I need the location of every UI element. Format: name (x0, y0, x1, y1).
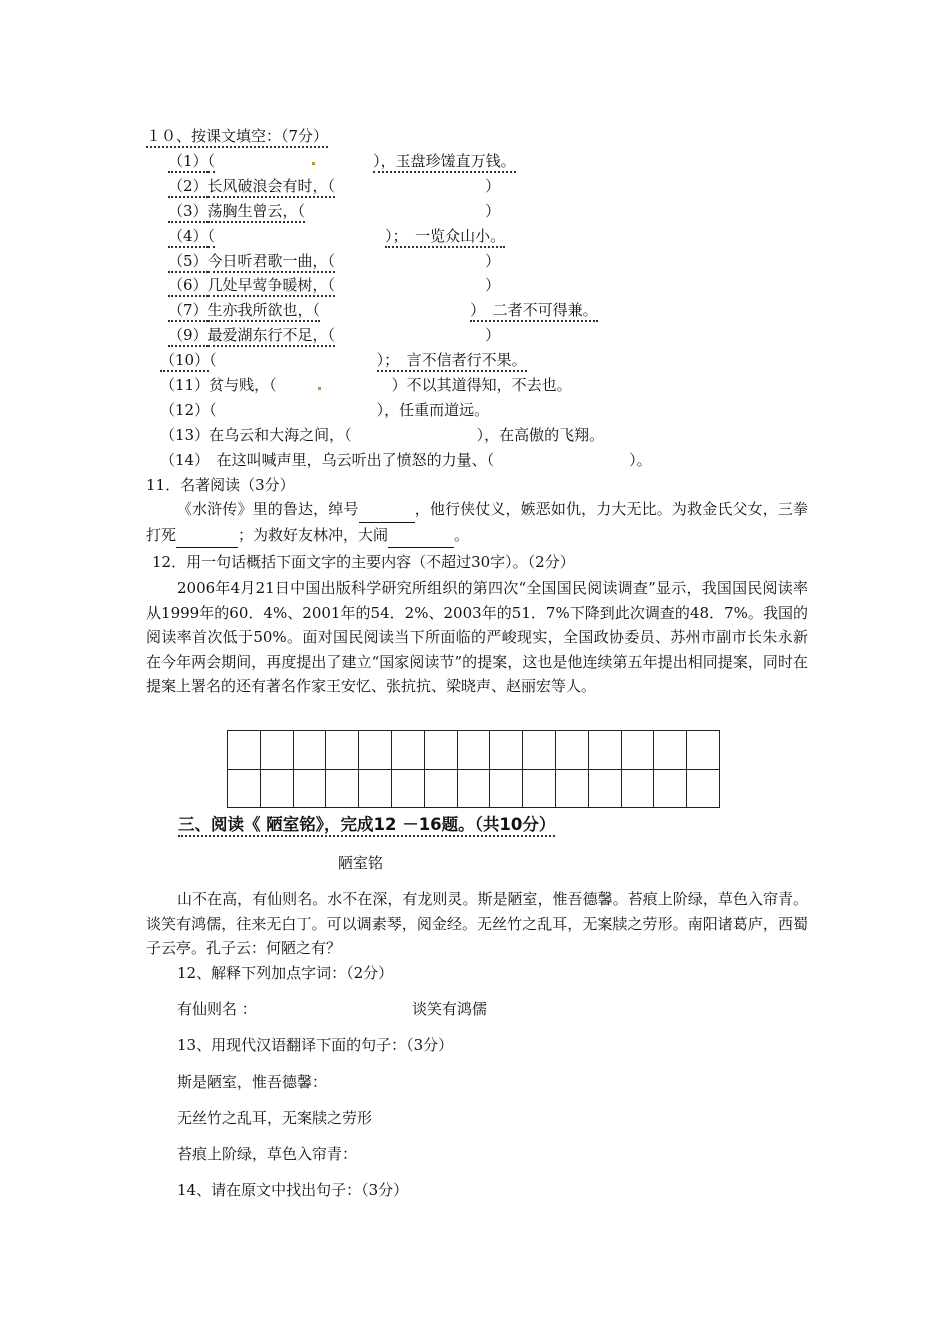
stray-mark (318, 387, 321, 390)
poem-title: 陋室铭 (338, 854, 384, 872)
blank-nickname[interactable] (359, 497, 415, 523)
q10-item-5: （5）今日听君歌一曲，（ ） (168, 251, 500, 271)
s3-q12: 12、解释下列加点字词：（2分） (177, 964, 394, 982)
s3-q13c: 苔痕上阶绿，草色入帘青： (177, 1145, 358, 1163)
answer-grid[interactable] (227, 730, 720, 808)
s3-q14: 14、请在原文中找出句子：（3分） (177, 1181, 409, 1199)
q10-item-6: （6）几处早莺争暖树，（ ） (168, 275, 500, 295)
q10-item-9: （9）最爱湖东行不足，（ ） (168, 325, 500, 345)
q12-passage: 2006年4月21日中国出版科学研究所组织的第四次“全国国民阅读调查”显示，我国国民阅读率从1999年的60．4%、2001年的54．2%、2003年的51．7%下降到此次调查的48．7%。我国的阅读率首次低于50%。面对国民阅读当下所面临的严峻现实，全国政协委员、苏州市副市长朱永新在今年两会期间，再度提出了建立“国家阅读节”的提案，这也是他连续第五年提出相同提案，同时在提案上署名的还有著名作家王安忆、张抗抗、梁晓声、赵丽宏等人。 (146, 579, 808, 695)
q10-item-12: （12）（ ），任重而道远。 (160, 401, 490, 419)
section3-heading: 三、阅读《 陋室铭》，完成12 －16题。（共10分） (178, 811, 555, 835)
s3-q12b: 谈笑有鸿儒 (412, 1000, 488, 1018)
q10-item-13: （13）在乌云和大海之间，（ ），在高傲的飞翔。 (160, 426, 605, 444)
s3-q13a: 斯是陋室，惟吾德馨： (177, 1073, 328, 1091)
q10-item-3: （3）荡胸生曾云，（ ） (168, 201, 500, 221)
s3-q13b: 无丝竹之乱耳，无案牍之劳形 (177, 1109, 373, 1127)
q11-text: 《水浒传》里的鲁达，绰号 ，他行侠仗义，嫉恶如仇，力大无比。为救金氏父女，三拳打死 ；为救好友林冲，大闹 。 (146, 497, 808, 548)
blank-raid[interactable] (388, 523, 454, 549)
blank-killed[interactable] (176, 523, 238, 549)
q10-title: １０、按课文填空：（7分） (146, 126, 328, 146)
stray-mark (312, 162, 315, 165)
s3-q12a: 有仙则名 ： (177, 1000, 257, 1018)
poem-text: 山不在高，有仙则名。水不在深，有龙则灵。斯是陋室，惟吾德馨。苔痕上阶绿，草色入帘青。谈笑有鸿儒，往来无白丁。可以调素琴，阅金经。无丝竹之乱耳，无案牍之劳形。南阳诸葛庐，西蜀子云亭。孔子云：何陋之有？ (146, 890, 808, 957)
q11-title: 11．名著阅读（3分） (146, 476, 295, 494)
q10-item-1: （1）（ ），玉盘珍馐直万钱。 (168, 151, 516, 171)
q10-item-7: （7）生亦我所欲也，（ ） 二者不可得兼。 (168, 300, 598, 320)
q10-item-11: （11）贫与贱，（ ）不以其道得知，不去也。 (160, 376, 572, 394)
q10-item-14: （14） 在这叫喊声里，乌云听出了愤怒的力量、（ ）。 (160, 451, 652, 469)
q10-item-4: （4）（ ）； 一览众山小。 (168, 226, 505, 246)
q10-item-2: （2）长风破浪会有时，（ ） (168, 176, 500, 196)
q10-item-10: （10）（ ）； 言不信者行不果。 (160, 350, 527, 370)
q12-title: 12．用一句话概括下面文字的主要内容（不超过30字）。（2分） (152, 553, 575, 571)
s3-q13: 13、用现代汉语翻译下面的句子：（3分） (177, 1036, 454, 1054)
